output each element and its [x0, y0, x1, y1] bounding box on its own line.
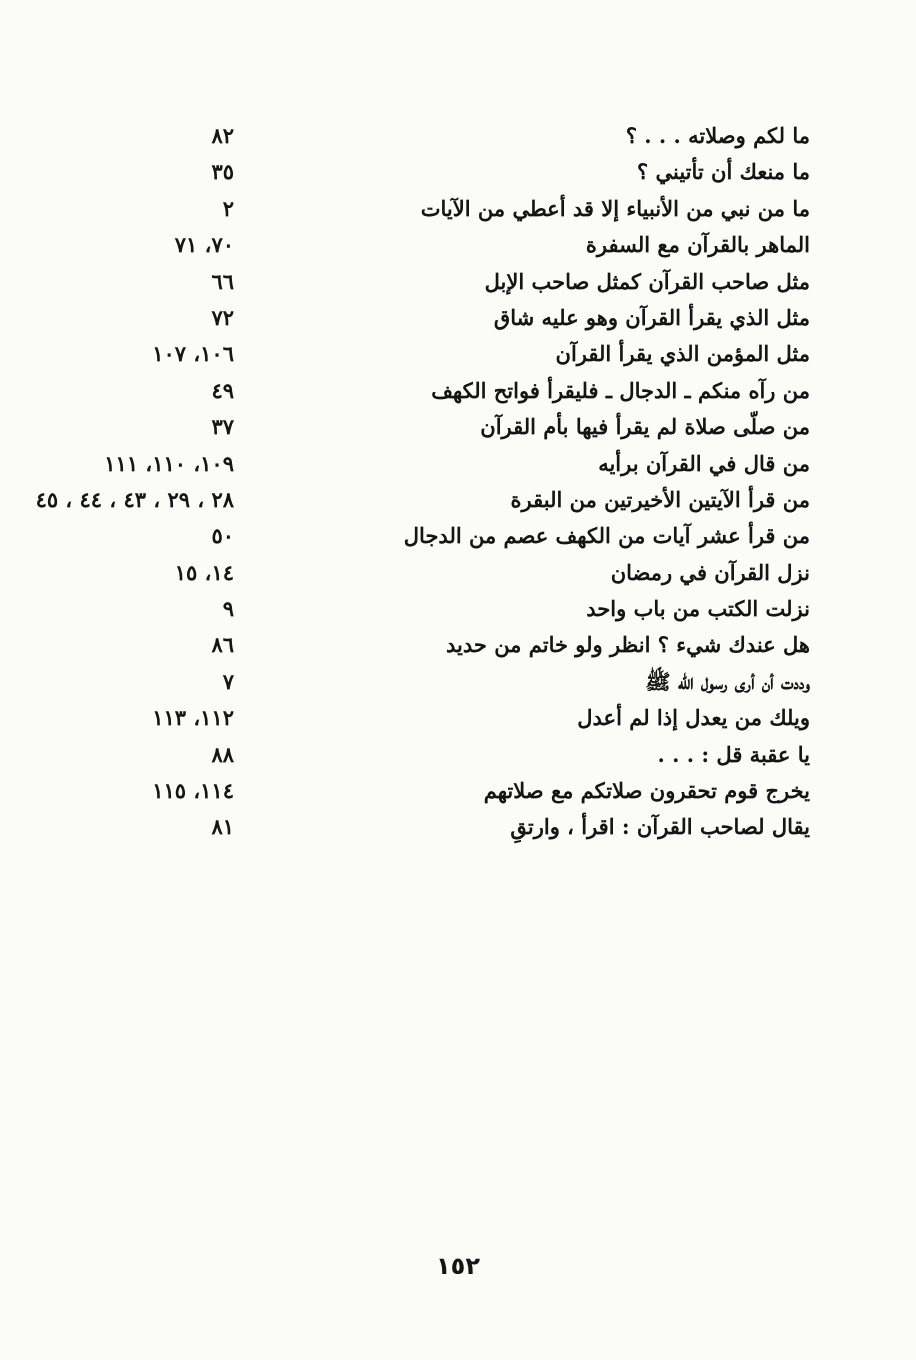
page-references: ١٤، ١٥ [174, 559, 234, 585]
hadith-text: من رآه منكم ـ الدجال ـ فليقرأ فواتح الكهف [431, 377, 810, 403]
page-references: ٧٠، ٧١ [174, 232, 234, 258]
index-row [30, 191, 810, 227]
page-references: ٧٢ [211, 304, 234, 330]
page-references: ٣٧ [211, 414, 234, 440]
hadith-text: ما لكم وصلاته . . . ؟ [625, 123, 810, 148]
hadith-index-list [30, 118, 810, 846]
hadith-text: ما منعك أن تأتيني ؟ [637, 159, 810, 185]
page-references: ١٠٩، ١١٠، ١١١ [104, 450, 234, 476]
page-references: ١١٢، ١١٣ [152, 705, 234, 731]
index-row [30, 555, 810, 591]
index-row [30, 118, 810, 154]
hadith-text: مثل المؤمن الذي يقرأ القرآن [555, 341, 810, 367]
page-references: ٣٥ [211, 159, 234, 185]
page-references: ٨٢ [211, 123, 234, 148]
index-row [30, 336, 810, 372]
hadith-text: من قرأ الآيتين الأخيرتين من البقرة [510, 486, 810, 512]
index-row [30, 227, 810, 263]
hadith-text: ما من نبي من الأنبياء إلا قد أعطي من الآيات [420, 195, 810, 221]
page-references: ٨٦ [211, 632, 234, 658]
index-row [30, 446, 810, 482]
index-row [30, 700, 810, 736]
hadith-text: من قال في القرآن برأيه [598, 450, 810, 476]
hadith-text: يا عقبة قل : . . . [657, 741, 810, 767]
hadith-text: وددت أن أرى رسول الله ﷺ [645, 668, 810, 694]
index-row [30, 627, 810, 663]
index-row [30, 809, 810, 845]
page-references: ١٠٦، ١٠٧ [152, 341, 234, 367]
index-row [30, 154, 810, 190]
hadith-text: ويلك من يعدل إذا لم أعدل [577, 705, 810, 731]
hadith-text: يقال لصاحب القرآن : اقرأ ، وارتقِ [510, 814, 810, 840]
hadith-text: من قرأ عشر آيات من الكهف عصم من الدجال [403, 523, 810, 549]
index-row [30, 300, 810, 336]
hadith-text: نزل القرآن في رمضان [610, 559, 810, 585]
hadith-text: مثل الذي يقرأ القرآن وهو عليه شاق [493, 304, 810, 330]
page-references: ٨١ [211, 814, 234, 840]
hadith-text: هل عندك شيء ؟ انظر ولو خاتم من حديد [446, 632, 810, 658]
page-references: ٧ [222, 668, 234, 694]
hadith-text: يخرج قوم تحقرون صلاتكم مع صلاتهم [483, 778, 810, 804]
index-row [30, 773, 810, 809]
page-references: ٨٨ [211, 741, 234, 767]
hadith-text: نزلت الكتب من باب واحد [586, 596, 810, 622]
index-row [30, 482, 810, 518]
index-row [30, 518, 810, 554]
page-references: ٥٠ [211, 523, 234, 549]
index-row [30, 591, 810, 627]
hadith-text: من صلّى صلاة لم يقرأ فيها بأم القرآن [480, 414, 810, 440]
index-row [30, 409, 810, 445]
index-row [30, 264, 810, 300]
page-references: ٢ [222, 195, 234, 221]
page-references: ٢٨ ، ٢٩ ، ٤٣ ، ٤٤ ، ٤٥ [35, 486, 234, 512]
hadith-text: الماهر بالقرآن مع السفرة [585, 232, 810, 258]
page-references: ٤٩ [211, 377, 234, 403]
index-row [30, 737, 810, 773]
index-row [30, 664, 810, 700]
page-references: ٦٦ [211, 268, 234, 294]
hadith-text: مثل صاحب القرآن كمثل صاحب الإبل [484, 268, 810, 294]
page-references: ٩ [222, 596, 234, 622]
page-references: ١١٤، ١١٥ [152, 778, 234, 804]
index-row [30, 373, 810, 409]
page-number: ١٥٢ [436, 1252, 480, 1280]
